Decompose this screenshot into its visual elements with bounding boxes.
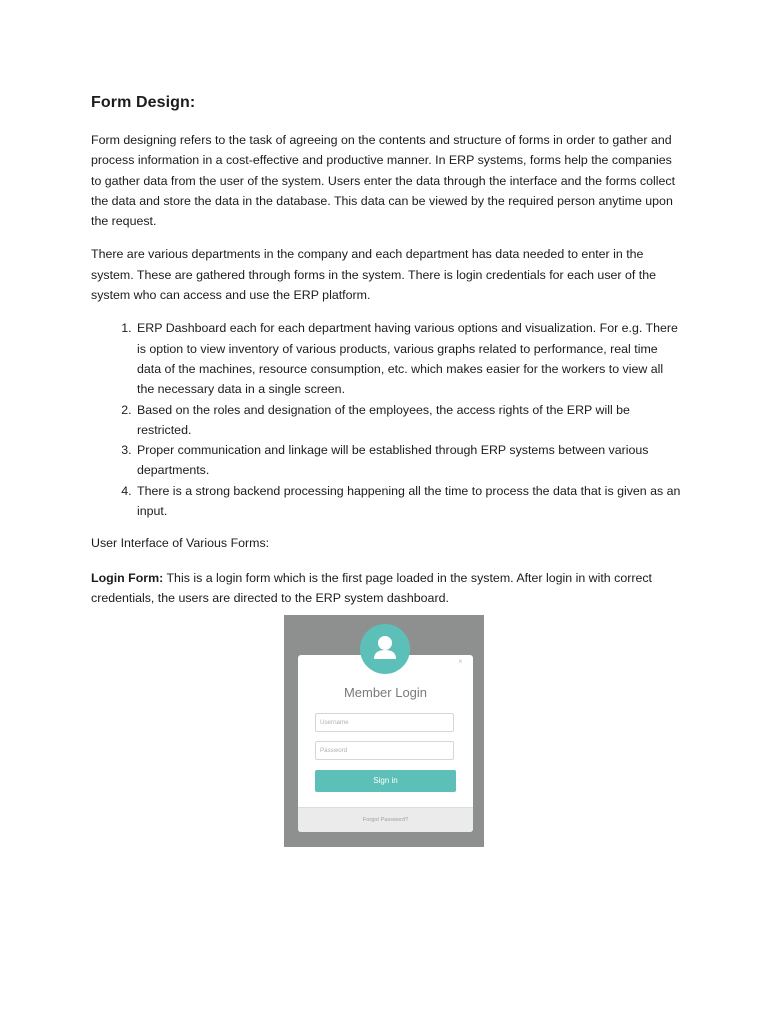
feature-list-item: 2. Based on the roles and designation of the employees, the access rights of the ERP will be restricted.	[135, 400, 681, 441]
login-form-paragraph	[91, 568, 681, 609]
sign-in-button[interactable]: Sign in	[315, 770, 456, 792]
user-icon	[360, 624, 410, 674]
password-input[interactable]: Password	[315, 741, 454, 760]
feature-list	[91, 318, 681, 521]
feature-list-item: 4. There is a strong backend processing happening all the time to process the data that is given as an input.	[135, 481, 681, 522]
ui-caption: User Interface of Various Forms:	[91, 536, 270, 551]
intro-paragraph: Form designing refers to the task of agreeing on the contents and structure of forms in order to gather and process information in a cost-effective and productive manner. In ERP systems, forms help the companies to gather data from the user of the system. Users enter the data through the interface and the forms collect the data and store the data in the database. This data can be viewed by the required person anytime upon the request.	[91, 133, 676, 229]
member-login-title: Member Login	[343, 685, 428, 700]
login-form-description: This is a login form which is the first page loaded in the system. After login in with correct credentials, the users are directed to the ERP system dashboard.	[91, 570, 652, 605]
login-form-screenshot	[284, 615, 484, 847]
section-heading: Form Design:	[91, 94, 196, 111]
forgot-password-link[interactable]: Forgot Password?	[298, 807, 473, 832]
username-input[interactable]: Username	[315, 713, 454, 732]
feature-list-item: 3. Proper communication and linkage will be established through ERP systems between various departments.	[135, 440, 681, 481]
feature-list-item: 1. ERP Dashboard each for each department having various options and visualization. For e.g. There is option to view inventory of various products, various graphs related to performance, real time data of the machines, resource consumption, etc. which makes easier for the workers to view all the necessary data in a single screen.	[135, 318, 681, 399]
close-icon[interactable]: ×	[458, 657, 463, 666]
login-form-label: Login Form:	[91, 570, 164, 585]
document-body	[91, 94, 681, 621]
departments-paragraph: There are various departments in the company and each department has data needed to enter in the system. These are gathered through forms in the system. There is login credentials for each user of the system who can access and use the ERP platform.	[91, 247, 656, 303]
